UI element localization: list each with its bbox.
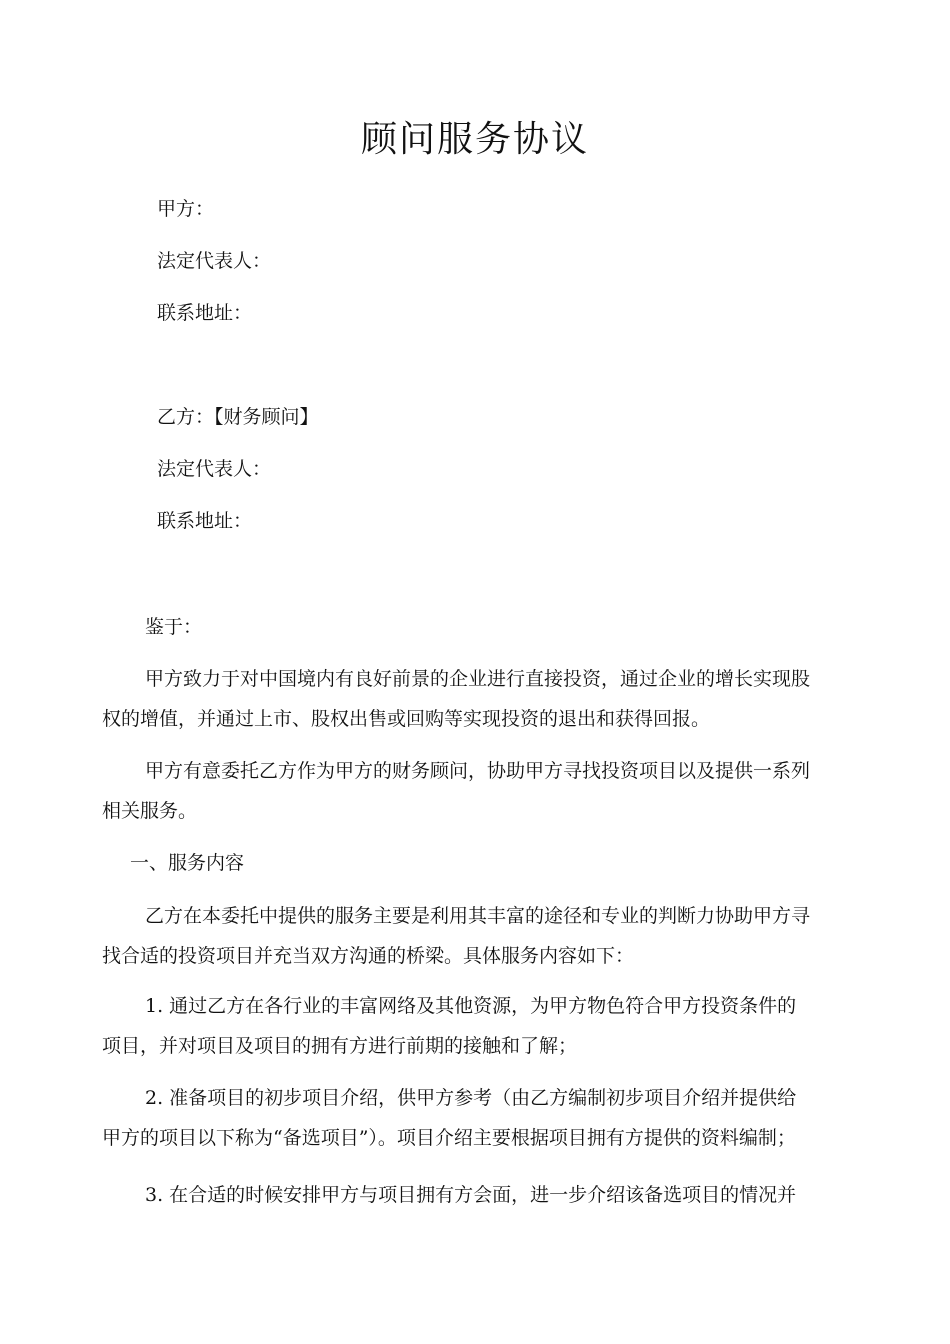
section1-item1-line2: 项目，并对项目及项目的拥有方进行前期的接触和了解； bbox=[102, 1035, 578, 1057]
section1-intro-line1: 乙方在本委托中提供的服务主要是利用其丰富的途径和专业的判断力协助甲方寻 bbox=[145, 905, 811, 927]
whereas-p2-line1: 甲方有意委托乙方作为甲方的财务顾问，协助甲方寻找投资项目以及提供一系列 bbox=[145, 760, 811, 782]
whereas-p1-line1: 甲方致力于对中国境内有良好前景的企业进行直接投资，通过企业的增长实现股 bbox=[145, 668, 811, 690]
section1-intro-line2: 找合适的投资项目并充当双方沟通的桥梁。具体服务内容如下： bbox=[102, 945, 635, 967]
section1-heading: 一、服务内容 bbox=[130, 852, 245, 874]
whereas-label: 鉴于： bbox=[145, 616, 203, 638]
party-a-address: 联系地址： bbox=[157, 302, 253, 324]
section1-item1-line1: 1. 通过乙方在各行业的丰富网络及其他资源，为甲方物色符合甲方投资条件的 bbox=[145, 995, 797, 1017]
whereas-p1-line2: 权的增值，并通过上市、股权出售或回购等实现投资的退出和获得回报。 bbox=[102, 708, 711, 730]
party-a-label: 甲方： bbox=[157, 198, 215, 220]
party-b-representative: 法定代表人： bbox=[157, 458, 272, 480]
section1-item2-line1: 2. 准备项目的初步项目介绍，供甲方参考（由乙方编制初步项目介绍并提供给 bbox=[145, 1087, 797, 1109]
whereas-p2-line2: 相关服务。 bbox=[102, 800, 198, 822]
document-title: 顾问服务协议 bbox=[360, 119, 589, 160]
section1-item2-line2: 甲方的项目以下称为“备选项目”）。项目介绍主要根据项目拥有方提供的资料编制； bbox=[102, 1127, 796, 1149]
party-a-representative: 法定代表人： bbox=[157, 250, 272, 272]
party-b-address: 联系地址： bbox=[157, 510, 253, 532]
section1-item3-line1: 3. 在合适的时候安排甲方与项目拥有方会面，进一步介绍该备选项目的情况并 bbox=[145, 1184, 797, 1206]
party-b-label: 乙方：【财务顾问】 bbox=[157, 406, 319, 428]
